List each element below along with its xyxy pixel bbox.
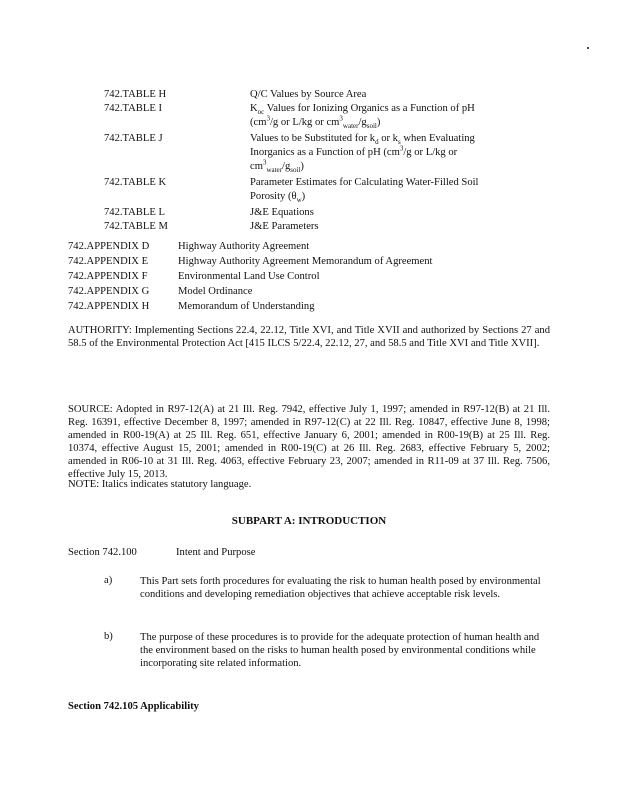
source-paragraph: SOURCE: Adopted in R97-12(A) at 21 Ill. Reg. 7942, effective July 1, 1997; amended in R97-12(B) at 21 Ill. Reg. 16391, effective December 8, 1997; amended in R97-12(C) at 22 Ill. Reg. 10847, effective June 8, 1998; amended in R00-19(A) at 25 Ill. Reg. 651, effective January 6, 2001; amended in R00-19(B) at 25 Ill. Reg. 10374, effective August 15, 2001; amended in R00-19(C) at 26 Ill. Reg. 2683, effective February 5, 2002; amended in R06-10 at 31 Ill. Reg. 4063, effective February 23, 2007; amended in R11-09 at 37 Ill. Reg. 7506, effective July 15, 2013.: [68, 404, 550, 480]
appendix-description: Environmental Land Use Control: [178, 271, 320, 282]
authority-paragraph: AUTHORITY: Implementing Sections 22.4, 22.12, Title XVI, and Title XVII and authorized by Sections 27 and 58.5 of the Environmental Protection Act [415 ILCS 5/22.4, 22.12, 27, and 58.5 and Title XVI and Title XVII].: [68, 325, 550, 349]
subpart-heading: SUBPART A: INTRODUCTION: [231, 515, 387, 527]
table-description: J&E Equations: [250, 207, 314, 218]
appendix-code: 742.APPENDIX H: [68, 301, 150, 312]
item-text-b: The purpose of these procedures is to provide for the adequate protection of human health and the environment based on the risks to human health posed by environmental conditions while incorporating site related information.: [140, 632, 540, 669]
table-code: 742.TABLE I: [104, 103, 162, 114]
section-105-heading: Section 742.105 Applicability: [68, 701, 199, 712]
table-code: 742.TABLE K: [104, 177, 167, 188]
scan-mark: [587, 47, 589, 49]
table-description: J&E Parameters: [250, 221, 319, 232]
table-description: Porosity $(\theta_w)$: [250, 191, 306, 205]
table-code: 742.TABLE M: [104, 221, 168, 232]
appendix-code: 742.APPENDIX F: [68, 271, 148, 282]
section-number: Section 742.100: [68, 547, 137, 558]
table-description: ($cm^3/g$ or L/kg or $cm^3_{water}/g_{soil}$): [250, 114, 381, 131]
table-description: Inorganics as a Function of pH ($cm^3/g$ or L/kg or: [250, 144, 458, 158]
item-label-a: a): [104, 575, 113, 586]
appendix-description: Highway Authority Agreement: [178, 241, 310, 252]
appendix-description: Memorandum of Understanding: [178, 301, 315, 312]
section-title: Intent and Purpose: [176, 547, 256, 558]
appendix-description: Model Ordinance: [178, 286, 253, 297]
table-description: $K_{oc}$ Values for Ionizing Organics as a Function of pH: [250, 103, 475, 117]
appendix-code: 742.APPENDIX D: [68, 241, 150, 252]
table-description: Q/C Values by Source Area: [250, 89, 367, 100]
table-description: Parameter Estimates for Calculating Water-Filled Soil: [250, 177, 479, 188]
table-code: 742.TABLE J: [104, 133, 163, 144]
table-description: $cm^3_{water}/g_{soil}$): [250, 158, 304, 175]
appendix-code: 742.APPENDIX G: [68, 286, 150, 297]
table-code: 742.TABLE H: [104, 89, 167, 100]
note-paragraph: NOTE: Italics indicates statutory language.: [68, 479, 252, 490]
appendix-description: Highway Authority Agreement Memorandum of Agreement: [178, 256, 433, 267]
table-description: Values to be Substituted for $k_d$ or $k_s$ when Evaluating: [250, 133, 475, 147]
item-text-a: This Part sets forth procedures for evaluating the risk to human health posed by environmental conditions and developing remediation objectives that achieve acceptable risk levels.: [140, 576, 541, 600]
appendix-code: 742.APPENDIX E: [68, 256, 149, 267]
table-code: 742.TABLE L: [104, 207, 165, 218]
item-label-b: b): [104, 631, 113, 642]
